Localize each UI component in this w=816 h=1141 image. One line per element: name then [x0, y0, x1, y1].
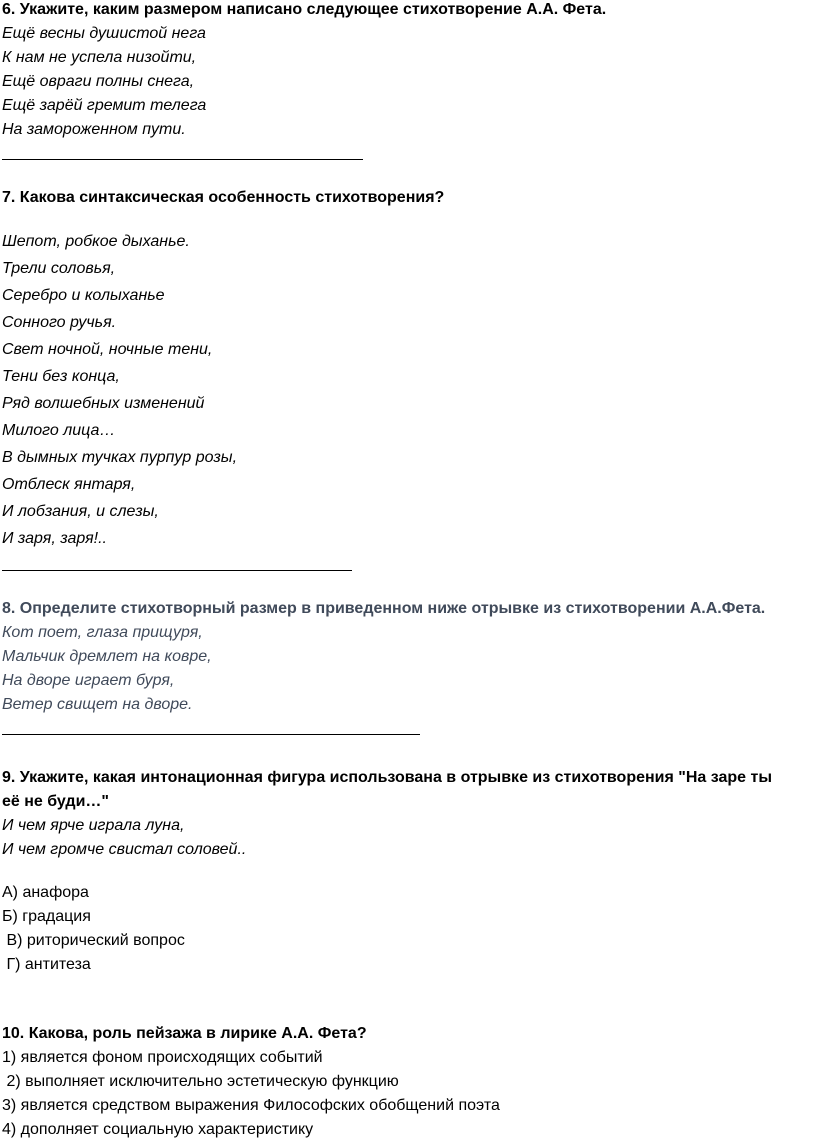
question-10-option: 4) дополняет социальную характеристику [2, 1121, 314, 1138]
question-6-poem-line: Ещё овраги полны снега, [2, 73, 195, 90]
question-7-poem-line: И лобзания, и слезы, [2, 503, 159, 520]
question-7-poem-line: Серебро и колыханье [2, 287, 165, 304]
answer-line [2, 570, 352, 571]
question-7-poem-line: Свет ночной, ночные тени, [2, 341, 213, 358]
question-6-poem-line: На замороженном пути. [2, 121, 186, 138]
answer-line [2, 734, 420, 735]
question-10-title: 10. Какова, роль пейзажа в лирике А.А. Фета? [2, 1025, 367, 1042]
question-8-poem-line: Кот поет, глаза прищуря, [2, 624, 203, 641]
question-6-poem-line: Ещё весны душистой нега [2, 25, 206, 42]
question-7-poem-line: Ряд волшебных изменений [2, 395, 205, 412]
question-7-poem-line: Тени без конца, [2, 368, 120, 385]
question-7-poem-line: Отблеск янтаря, [2, 476, 136, 493]
question-8-poem-line: Мальчик дремлет на ковре, [2, 648, 212, 665]
question-7-poem-line: Сонного ручья. [2, 314, 117, 331]
question-7-poem-line: Шепот, робкое дыханье. [2, 233, 190, 250]
question-9-option: Г) антитеза [2, 956, 91, 973]
question-6-title: 6. Укажите, каким размером написано следующее стихотворение А.А. Фета. [2, 1, 607, 18]
question-10-option: 1) является фоном происходящих событий [2, 1049, 323, 1066]
question-9-option: В) риторический вопрос [2, 932, 185, 949]
question-8-title: 8. Определите стихотворный размер в приведенном ниже отрывке из стихотворении А.А.Фета. [2, 600, 766, 617]
question-9-option: Б) градация [2, 908, 91, 925]
question-7-poem-line: Трели соловья, [2, 260, 116, 277]
question-9-option: А) анафора [2, 884, 89, 901]
question-7-poem-line: В дымных тучках пурпур розы, [2, 449, 238, 466]
question-10-option: 3) является средством выражения Философских обобщений поэта [2, 1097, 500, 1114]
question-9-poem-line: И чем ярче играла луна, [2, 817, 185, 834]
question-7-poem-line: И заря, заря!.. [2, 530, 107, 547]
question-9-poem-line: И чем громче свистал соловей.. [2, 841, 247, 858]
question-8-poem-line: На дворе играет буря, [2, 672, 175, 689]
question-7-poem-line: Милого лица… [2, 422, 116, 439]
question-6-poem-line: К нам не успела низойти, [2, 49, 197, 66]
answer-line [2, 159, 363, 160]
question-7-title: 7. Какова синтаксическая особенность стихотворения? [2, 189, 445, 206]
question-9-title-continued: её не буди…" [2, 793, 109, 810]
question-9-title: 9. Укажите, какая интонационная фигура использована в отрывке из стихотворения "На заре ты [2, 769, 773, 786]
question-6-poem-line: Ещё зарёй гремит телега [2, 97, 207, 114]
question-10-option: 2) выполняет исключительно эстетическую функцию [2, 1073, 399, 1090]
question-8-poem-line: Ветер свищет на дворе. [2, 696, 193, 713]
